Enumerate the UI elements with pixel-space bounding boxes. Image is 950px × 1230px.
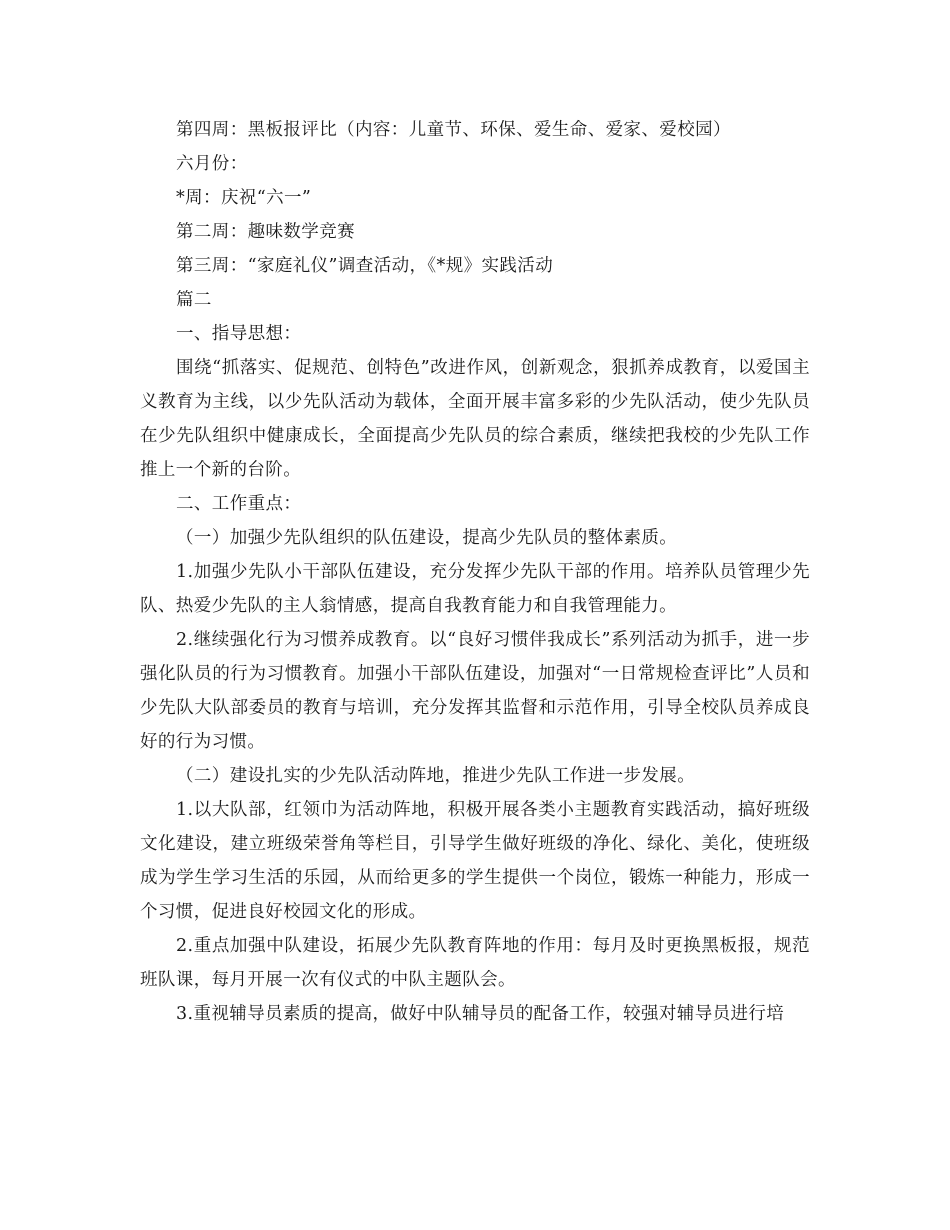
subheading-team-building: （一）加强少先队组织的队伍建设，提高少先队员的整体素质。	[176, 528, 678, 548]
document-body	[140, 113, 810, 1031]
paragraph-item-2-squadron: 2.重点加强中队建设，拓展少先队教育阵地的作用：每月及时更换黑板报，规范班队课，每月开展一次有仪式的中队主题队会。	[140, 936, 810, 990]
paragraph-week4-blackboard: 第四周：黑板报评比（内容：儿童节、环保、爱生命、爱家、爱校园）	[176, 120, 731, 140]
paragraph-item-2-habits: 2.继续强化行为习惯养成教育。以“良好习惯伴我成长”系列活动为抓手，进一步强化队员的行为习惯教育。加强小干部队伍建设，加强对“一日常规检查评比”人员和少先队大队部委员的教育与培训，充分发挥其监督和示范作用，引导全校队员养成良好的行为习惯。	[140, 630, 810, 752]
paragraph-item-1-brigade: 1.以大队部，红领巾为活动阵地，积极开展各类小主题教育实践活动，搞好班级文化建设，建立班级荣誉角等栏目，引导学生做好班级的净化、绿化、美化，使班级成为学生学习生活的乐园，从而给更多的学生提供一个岗位，锻炼一种能力，形成一个习惯，促进良好校园文化的形成。	[140, 800, 810, 922]
paragraph-june-heading: 六月份：	[176, 154, 248, 174]
paragraph-guiding-principle: 围绕“抓落实、促规范、创特色”改进作风，创新观念，狠抓养成教育，以爱国主义教育为主线，以少先队活动为载体，全面开展丰富多彩的少先队活动，使少先队员在少先队组织中健康成长，全面提高少先队员的综合素质，继续把我校的少先队工作推上一个新的台阶。	[140, 358, 810, 480]
paragraph-week3-etiquette: 第三周：“家庭礼仪”调查活动，《*规》实践活动	[176, 256, 554, 276]
paragraph-item-1-cadres: 1.加强少先队小干部队伍建设，充分发挥少先队干部的作用。培养队员管理少先队、热爱少先队的主人翁情感，提高自我教育能力和自我管理能力。	[140, 562, 810, 616]
heading-work-focus: 二、工作重点：	[176, 494, 302, 514]
heading-guiding-principle: 一、指导思想：	[176, 324, 302, 344]
paragraph-week1-children-day: *周：庆祝“六一”	[176, 188, 312, 208]
paragraph-item-3-counselors: 3.重视辅导员素质的提高，做好中队辅导员的配备工作，较强对辅导员进行培	[176, 1004, 785, 1024]
paragraph-week2-math-contest: 第二周：趣味数学竞赛	[176, 222, 355, 242]
subheading-activity-base: （二）建设扎实的少先队活动阵地，推进少先队工作进一步发展。	[176, 766, 696, 786]
section-heading-part-two: 篇二	[176, 290, 212, 310]
